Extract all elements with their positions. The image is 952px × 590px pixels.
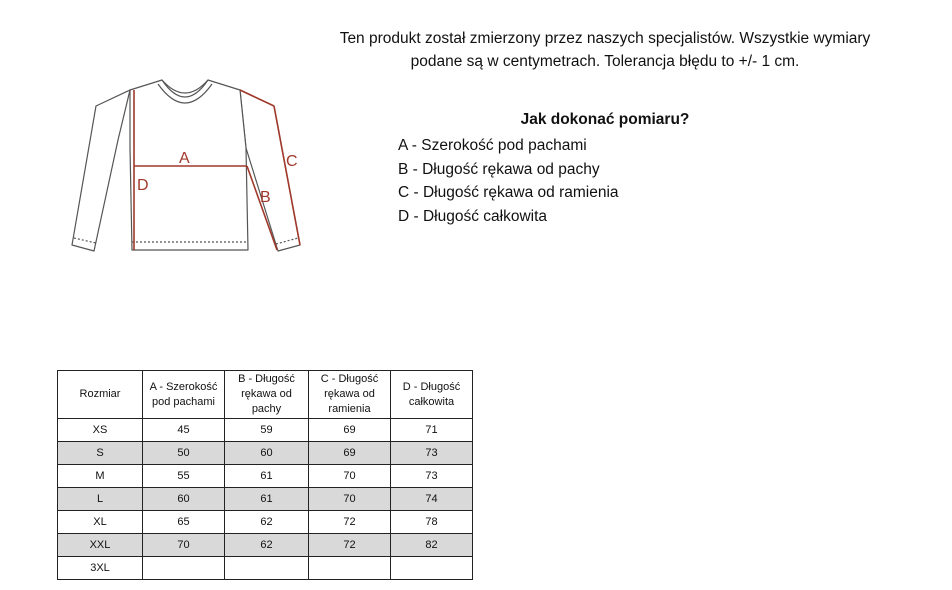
cell-size: M <box>58 465 143 488</box>
sweater-diagram <box>60 70 320 270</box>
table-row <box>58 557 473 580</box>
size-table-header <box>58 371 473 419</box>
size-table <box>57 370 473 580</box>
cell-size: XS <box>58 419 143 442</box>
cell-b: 61 <box>225 465 309 488</box>
cell-d: 74 <box>391 488 473 511</box>
legend-item-a: A - Szerokość pod pachami <box>398 137 587 154</box>
intro-text <box>300 27 910 73</box>
cell-c: 70 <box>309 488 391 511</box>
cell-b: 62 <box>225 511 309 534</box>
cell-b: 62 <box>225 534 309 557</box>
cell-c: 72 <box>309 511 391 534</box>
measurement-legend <box>398 134 619 228</box>
cell-b <box>225 557 309 580</box>
cell-a: 70 <box>143 534 225 557</box>
diagram-label-d: D <box>137 177 149 194</box>
table-row <box>58 419 473 442</box>
cell-d <box>391 557 473 580</box>
table-row <box>58 488 473 511</box>
intro-line-1: Ten produkt został zmierzony przez naszych specjalistów. Wszystkie wymiary <box>339 30 871 47</box>
table-row <box>58 442 473 465</box>
header-b: B - Długość rękawa od pachy <box>225 371 309 419</box>
cell-a <box>143 557 225 580</box>
howto-title: Jak dokonać pomiaru? <box>520 111 690 128</box>
legend-item-c: C - Długość rękawa od ramienia <box>398 184 619 201</box>
diagram-label-a: A <box>179 150 190 167</box>
cell-b: 59 <box>225 419 309 442</box>
cell-d: 73 <box>391 465 473 488</box>
cell-size: 3XL <box>58 557 143 580</box>
table-row <box>58 511 473 534</box>
header-d: D - Długość całkowita <box>391 371 473 419</box>
cell-c: 69 <box>309 419 391 442</box>
cell-b: 61 <box>225 488 309 511</box>
legend-item-d: D - Długość całkowita <box>398 207 548 225</box>
intro-line-2: podane są w centymetrach. Tolerancja błędu to +/- 1 cm. <box>410 53 800 70</box>
cell-size: L <box>58 488 143 511</box>
cell-d: 78 <box>391 511 473 534</box>
cell-size: S <box>58 442 143 465</box>
cell-c: 69 <box>309 442 391 465</box>
cell-a: 55 <box>143 465 225 488</box>
diagram-label-c: C <box>286 153 298 170</box>
legend-item-b: B - Długość rękawa od pachy <box>398 160 600 178</box>
diagram-label-b: B <box>260 189 271 206</box>
cell-size: XXL <box>58 534 143 557</box>
cell-a: 45 <box>143 419 225 442</box>
table-row <box>58 534 473 557</box>
table-row <box>58 465 473 488</box>
cell-a: 60 <box>143 488 225 511</box>
header-a: A - Szerokość pod pachami <box>143 371 225 419</box>
header-c: C - Długość rękawa od ramienia <box>309 371 391 419</box>
cell-size: XL <box>58 511 143 534</box>
cell-c: 72 <box>309 534 391 557</box>
cell-b: 60 <box>225 442 309 465</box>
cell-c <box>309 557 391 580</box>
cell-d: 73 <box>391 442 473 465</box>
cell-a: 50 <box>143 442 225 465</box>
header-size: Rozmiar <box>58 371 143 419</box>
cell-d: 71 <box>391 419 473 442</box>
cell-d: 82 <box>391 534 473 557</box>
cell-a: 65 <box>143 511 225 534</box>
cell-c: 70 <box>309 465 391 488</box>
